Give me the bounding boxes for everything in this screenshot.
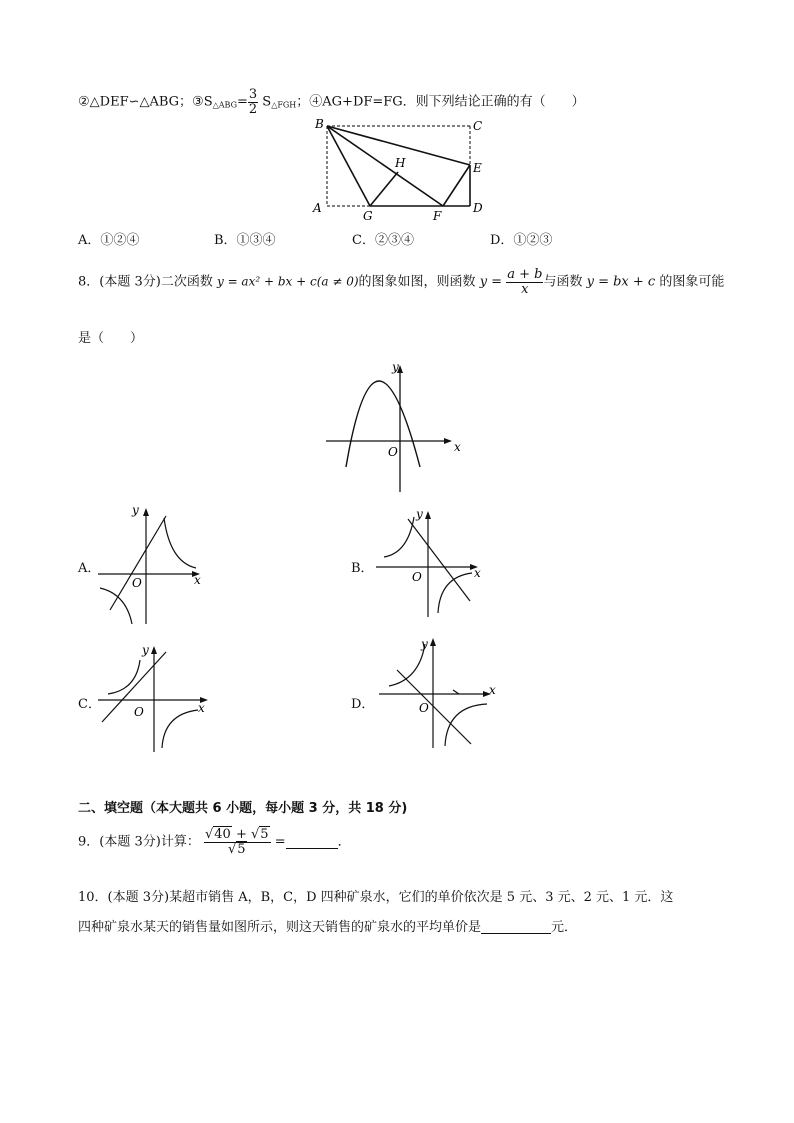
q8-option-b-label: B． <box>351 561 374 576</box>
q7-line-gh <box>370 172 398 206</box>
option-a-label-x: x <box>194 573 201 587</box>
option-d-line <box>397 670 471 744</box>
q7-label-d: D <box>473 201 483 215</box>
q8-fraction <box>506 268 543 296</box>
q7-label-h: H <box>395 156 406 170</box>
q9 <box>78 828 351 856</box>
option-a-y-arrow <box>143 508 149 516</box>
q9-radicand-den: 5 <box>237 841 246 857</box>
q8-line2: 是（ ） <box>78 331 144 346</box>
q7-line-ef <box>443 165 470 206</box>
q8-stem <box>78 268 724 296</box>
q7-geometry-figure <box>305 112 495 222</box>
q10-line1: 10．(本题 3分)某超市销售 A，B，C，D 四种矿泉水，它们的单价依次是 5 元、3 元、2 元、1 元．这 <box>78 890 674 905</box>
option-a-hyperbola-q1 <box>164 518 196 568</box>
option-b-y-arrow <box>425 511 431 519</box>
q9-radicand-b: 5 <box>260 827 269 842</box>
q8-linear: y = bx + c <box>586 274 656 290</box>
q7-fraction <box>248 88 258 116</box>
option-d-label-o: O <box>419 701 429 715</box>
q7-frac-num: 3 <box>248 87 258 102</box>
q8-frac-num: a + b <box>507 267 543 282</box>
option-b-label-o: O <box>412 570 422 584</box>
option-c-label-o: O <box>134 705 144 719</box>
q8-quadratic: y = ax² + bx + c(a ≠ 0) <box>216 274 359 289</box>
q10-line2 <box>78 916 577 935</box>
q8-option-c-graph <box>96 640 211 755</box>
q7-s: S <box>262 94 272 110</box>
option-c-label-x: x <box>198 701 205 715</box>
option-b-label-x: x <box>474 566 481 580</box>
q7-line-bf <box>327 126 443 206</box>
q8-option-d-label: D． <box>351 697 375 712</box>
q7-label-b: B <box>315 117 324 131</box>
option-c-label-y: y <box>142 643 149 657</box>
q8-option-d-graph <box>375 632 500 750</box>
option-a-line <box>110 516 166 610</box>
option-a-hyperbola-q3 <box>100 588 132 624</box>
q8-mid: 的图象如图，则函数 <box>358 274 476 290</box>
q8-option-c-label: C． <box>78 697 101 712</box>
q7-label-f: F <box>433 209 442 222</box>
option-b-hyperbola-q2 <box>384 517 414 557</box>
q9-equals: = <box>274 834 286 850</box>
option-c-hyperbola-q4 <box>162 710 198 748</box>
q10-text: 四种矿泉水某天的销售量如图所示，则这天销售的矿泉水的平均单价是 <box>78 920 482 935</box>
q7-option-c: C．②③④ <box>352 233 414 248</box>
q8-parabola-curve <box>346 381 420 467</box>
q7-option-a: A．①②④ <box>78 233 140 248</box>
q7-label-g: G <box>363 209 373 222</box>
q7-label-c: C <box>473 119 483 133</box>
q9-frac-num: √40 + √5 <box>204 827 269 842</box>
q10-answer-blank[interactable] <box>481 919 551 934</box>
option-b-hyperbola-q4 <box>438 573 472 613</box>
q8-label-y: y <box>392 360 399 374</box>
option-d-label-x: x <box>489 683 496 697</box>
q8-prefix: 8．(本题 3分)二次函数 <box>78 274 213 290</box>
q7-eq: = <box>236 94 248 110</box>
option-c-hyperbola-q2 <box>108 660 140 694</box>
q8-frac-den: x <box>521 281 529 297</box>
q8-option-a-label: A． <box>78 561 101 576</box>
q7-cond2: ②△DEF∽△ABG；③S <box>78 94 213 110</box>
option-b-line <box>408 519 470 601</box>
q7-sub-abg: △ABG <box>212 100 237 110</box>
option-a-label-o: O <box>132 576 142 590</box>
q7-option-d: D．①②③ <box>490 233 553 248</box>
option-d-label-y: y <box>421 637 428 651</box>
option-a-label-y: y <box>132 503 139 517</box>
q8-label-o: O <box>388 445 398 459</box>
q8-label-x: x <box>454 440 461 454</box>
q9-radicand-a: 40 <box>214 827 231 842</box>
q8-suffix: 的图象可能 <box>659 274 725 290</box>
q7-label-e: E <box>473 161 482 175</box>
q8-mid2: 与函数 <box>543 274 583 290</box>
option-b-label-y: y <box>416 507 423 521</box>
q7-sub-fgh: △FGH <box>271 100 297 110</box>
q9-answer-blank[interactable] <box>286 834 338 849</box>
q7-line-bg <box>327 126 370 206</box>
option-c-y-arrow <box>151 646 157 654</box>
q7-label-a: A <box>313 201 322 215</box>
q8-option-a-graph <box>96 500 206 625</box>
q7-option-b: B．①③④ <box>214 233 276 248</box>
q7-cond4: ；④AG+DF=FG．则下列结论正确的有（ ） <box>296 94 585 110</box>
section2-title: 二、填空题（本大题共 6 小题，每小题 3 分，共 18 分) <box>78 801 408 816</box>
q9-end: ． <box>337 834 351 850</box>
q8-parabola-figure <box>320 355 470 495</box>
q9-fraction <box>204 828 271 856</box>
q9-plus: + <box>231 827 251 842</box>
q8-x-arrow <box>444 438 452 444</box>
q9-frac-den: √5 <box>227 841 246 857</box>
q8-option-b-graph <box>372 505 487 620</box>
q9-prefix: 9．(本题 3分)计算： <box>78 834 200 850</box>
q7-frac-den: 2 <box>248 101 258 117</box>
option-d-y-arrow <box>430 638 436 646</box>
q8-y-eq: y = <box>479 274 503 290</box>
q10-unit: 元． <box>551 920 578 935</box>
